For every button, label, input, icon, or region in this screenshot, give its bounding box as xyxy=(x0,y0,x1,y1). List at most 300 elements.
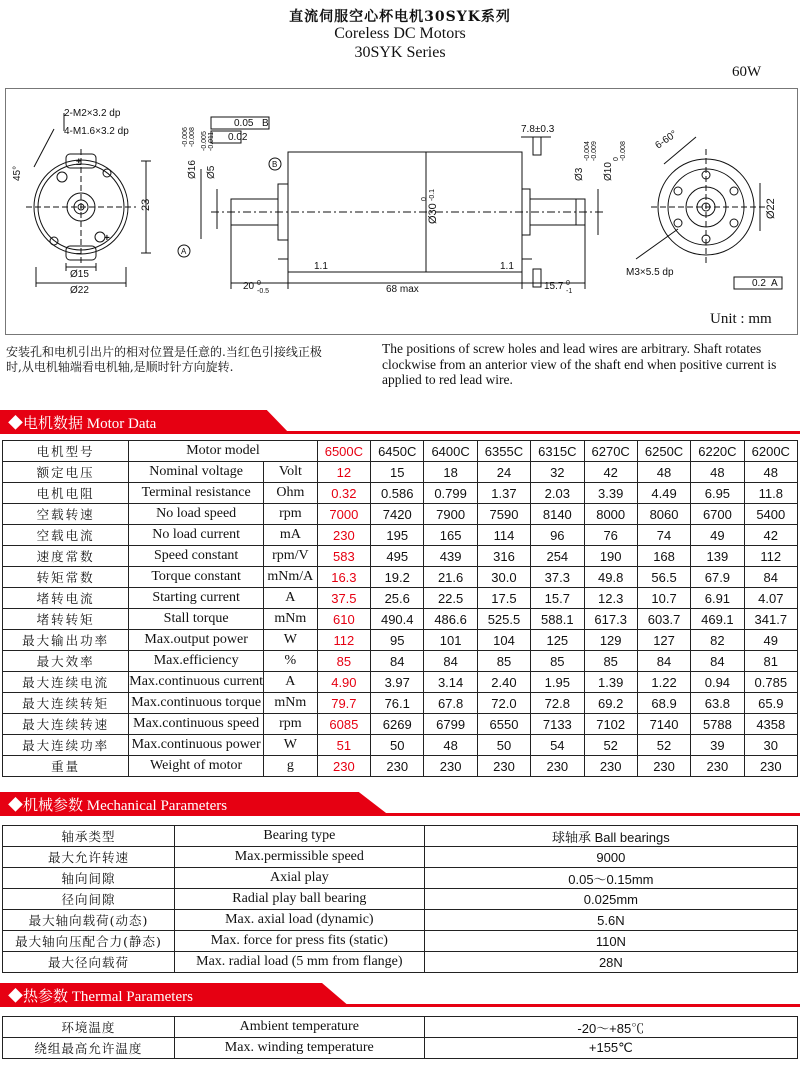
label-d10-tol2: -0.008 xyxy=(620,141,627,161)
label-d22b: Ø22 xyxy=(765,198,777,219)
value-cell: 50 xyxy=(371,735,424,756)
row-unit: mNm xyxy=(264,609,318,630)
value-cell: 22.5 xyxy=(424,588,477,609)
value-cell: 125 xyxy=(531,630,584,651)
row-label-en: Max.permissible speed xyxy=(174,847,424,868)
value-cell: 32 xyxy=(531,462,584,483)
row-unit: mNm/A xyxy=(264,567,318,588)
row-unit: W xyxy=(264,630,318,651)
table-row xyxy=(3,868,798,889)
value-cell: 12.3 xyxy=(584,588,637,609)
value-cell: 230 xyxy=(424,756,477,777)
row-label-en: Max.continuous speed xyxy=(129,714,264,735)
value-cell: 195 xyxy=(371,525,424,546)
row-value: 0.025mm xyxy=(424,889,797,910)
value-cell: 4.49 xyxy=(637,483,690,504)
row-label-cn: 堵转转矩 xyxy=(3,609,129,630)
row-label-en: Axial play xyxy=(174,868,424,889)
row-unit: % xyxy=(264,651,318,672)
value-cell: 84 xyxy=(424,651,477,672)
row-unit: rpm/V xyxy=(264,546,318,567)
table-row xyxy=(3,693,798,714)
value-cell: 583 xyxy=(317,546,370,567)
row-label-en: Ambient temperature xyxy=(174,1017,424,1038)
row-value: 5.6N xyxy=(424,910,797,931)
label-d10-tol1: 0 xyxy=(613,157,620,161)
value-cell: 76 xyxy=(584,525,637,546)
value-cell: 1.39 xyxy=(584,672,637,693)
label-d15-7: 15.7 xyxy=(544,281,564,292)
table-row xyxy=(3,525,798,546)
row-unit: A xyxy=(264,672,318,693)
row-label-en: No load speed xyxy=(129,504,264,525)
value-cell: 230 xyxy=(371,756,424,777)
label-d20: 20 xyxy=(243,281,255,292)
value-cell: 72.8 xyxy=(531,693,584,714)
value-cell: 67.8 xyxy=(424,693,477,714)
model-cell: 6450C xyxy=(371,441,424,462)
label-d30: Ø30 xyxy=(427,203,439,224)
value-cell: 0.785 xyxy=(744,672,797,693)
table-row xyxy=(3,826,798,847)
row-label-cn: 空载转速 xyxy=(3,504,129,525)
label-refB: B xyxy=(262,118,269,129)
value-cell: 84 xyxy=(691,651,744,672)
value-cell: 85 xyxy=(584,651,637,672)
row-label-cn: 堵转电流 xyxy=(3,588,129,609)
table-row xyxy=(3,1017,798,1038)
section-mechanical-label: ◆机械参数 Mechanical Parameters xyxy=(8,798,228,814)
value-cell: 49.8 xyxy=(584,567,637,588)
unit-label: Unit : mm xyxy=(710,311,772,327)
row-label-cn: 最大输出功率 xyxy=(3,630,129,651)
value-cell: 19.2 xyxy=(371,567,424,588)
row-label-en: Max. radial load (5 mm from flange) xyxy=(174,952,424,973)
value-cell: 610 xyxy=(317,609,370,630)
value-cell: 10.7 xyxy=(637,588,690,609)
value-cell: 1.37 xyxy=(477,483,530,504)
value-cell: 7102 xyxy=(584,714,637,735)
value-cell: 96 xyxy=(531,525,584,546)
row-label-en: Terminal resistance xyxy=(129,483,264,504)
value-cell: 104 xyxy=(477,630,530,651)
thermal-table-body xyxy=(3,1017,798,1059)
note-chinese: 安装孔和电机引出片的相对位置是任意的.当红色引接线正极时,从电机轴端看电机轴,是顺时针方向旋转. xyxy=(6,345,322,374)
value-cell: 230 xyxy=(744,756,797,777)
value-cell: 50 xyxy=(477,735,530,756)
value-cell: 65.9 xyxy=(744,693,797,714)
value-cell: 316 xyxy=(477,546,530,567)
value-cell: 4358 xyxy=(744,714,797,735)
value-cell: 42 xyxy=(584,462,637,483)
value-cell: 54 xyxy=(531,735,584,756)
value-cell: 7420 xyxy=(371,504,424,525)
row-label-cn: 最大连续功率 xyxy=(3,735,129,756)
value-cell: 81 xyxy=(744,651,797,672)
row-label-cn: 最大连续电流 xyxy=(3,672,129,693)
label-d30-tol1: 0 xyxy=(421,197,428,201)
model-cell: 6200C xyxy=(744,441,797,462)
value-cell: 165 xyxy=(424,525,477,546)
value-cell: 49 xyxy=(744,630,797,651)
table-row xyxy=(3,651,798,672)
label-d22a: Ø22 xyxy=(70,285,89,296)
value-cell: 85 xyxy=(317,651,370,672)
table-row xyxy=(3,504,798,525)
row-label-cn: 速度常数 xyxy=(3,546,129,567)
value-cell: 84 xyxy=(744,567,797,588)
table-row xyxy=(3,847,798,868)
row-unit: mNm xyxy=(264,693,318,714)
label-refB2: B xyxy=(272,160,278,169)
motor-table-body xyxy=(3,441,798,777)
row-label-en: Max.continuous current xyxy=(129,672,264,693)
label-d1-1b: 1.1 xyxy=(500,261,514,272)
row-label-cn: 环境温度 xyxy=(3,1017,175,1038)
value-cell: 1.22 xyxy=(637,672,690,693)
drawing-svg xyxy=(6,89,797,334)
value-cell: 168 xyxy=(637,546,690,567)
value-cell: 101 xyxy=(424,630,477,651)
section-mechanical xyxy=(0,792,800,816)
row-label-en: Max. force for press fits (static) xyxy=(174,931,424,952)
motor-data-table xyxy=(2,440,798,777)
row-label-en: Radial play ball bearing xyxy=(174,889,424,910)
value-cell: 67.9 xyxy=(691,567,744,588)
value-cell: 68.9 xyxy=(637,693,690,714)
value-cell: 76.1 xyxy=(371,693,424,714)
section-thermal xyxy=(0,983,800,1007)
value-cell: 30.0 xyxy=(477,567,530,588)
table-row xyxy=(3,889,798,910)
row-unit: A xyxy=(264,588,318,609)
value-cell: 48 xyxy=(637,462,690,483)
label-tolPerp: 0.02 xyxy=(228,132,248,143)
value-cell: 2.03 xyxy=(531,483,584,504)
value-cell: 0.32 xyxy=(317,483,370,504)
value-cell: 15.7 xyxy=(531,588,584,609)
row-value: 28N xyxy=(424,952,797,973)
value-cell: 3.14 xyxy=(424,672,477,693)
value-cell: 85 xyxy=(477,651,530,672)
value-cell: 52 xyxy=(637,735,690,756)
power-rating: 60W xyxy=(732,64,762,80)
value-cell: 85 xyxy=(531,651,584,672)
value-cell: 0.94 xyxy=(691,672,744,693)
label-tolPos: 0.2 xyxy=(752,278,766,289)
row-unit: Ohm xyxy=(264,483,318,504)
value-cell: 7000 xyxy=(317,504,370,525)
row-label-cn: 空载电流 xyxy=(3,525,129,546)
label-d5: Ø5 xyxy=(206,165,217,179)
value-cell: 127 xyxy=(637,630,690,651)
value-cell: 129 xyxy=(584,630,637,651)
label-angle660: 6-60° xyxy=(653,128,680,152)
row-value: 110N xyxy=(424,931,797,952)
value-cell: 4.07 xyxy=(744,588,797,609)
label-d15-7-tol2: -1 xyxy=(566,288,573,295)
value-cell: 42 xyxy=(744,525,797,546)
label-plus-sign: + xyxy=(104,233,110,244)
value-cell: 84 xyxy=(637,651,690,672)
value-cell: 5788 xyxy=(691,714,744,735)
label-d3-tol1: -0.004 xyxy=(584,141,591,161)
section-motor-label: ◆电机数据 Motor Data xyxy=(8,416,157,432)
label-d10: Ø10 xyxy=(603,162,614,181)
row-unit: Volt xyxy=(264,462,318,483)
row-label-cn: 额定电压 xyxy=(3,462,129,483)
model-cell: 6270C xyxy=(584,441,637,462)
value-cell: 56.5 xyxy=(637,567,690,588)
label-d20-tol1: 0 xyxy=(257,280,261,287)
value-cell: 341.7 xyxy=(744,609,797,630)
mechanical-table xyxy=(2,825,798,973)
value-cell: 6700 xyxy=(691,504,744,525)
value-cell: 112 xyxy=(317,630,370,651)
table-row xyxy=(3,630,798,651)
value-cell: 112 xyxy=(744,546,797,567)
value-cell: 7590 xyxy=(477,504,530,525)
value-cell: 190 xyxy=(584,546,637,567)
value-cell: 439 xyxy=(424,546,477,567)
row-label-cn: 最大连续转矩 xyxy=(3,693,129,714)
value-cell: 7133 xyxy=(531,714,584,735)
value-cell: 21.6 xyxy=(424,567,477,588)
row-label-en: Speed constant xyxy=(129,546,264,567)
table-row xyxy=(3,952,798,973)
title-english-line1: Coreless DC Motors xyxy=(334,25,466,42)
value-cell: 617.3 xyxy=(584,609,637,630)
table-row xyxy=(3,756,798,777)
value-cell: 72.0 xyxy=(477,693,530,714)
table-row xyxy=(3,462,798,483)
row-value: +155℃ xyxy=(424,1038,797,1059)
model-cell: 6400C xyxy=(424,441,477,462)
value-cell: 6.95 xyxy=(691,483,744,504)
table-row xyxy=(3,588,798,609)
value-cell: 8140 xyxy=(531,504,584,525)
value-cell: 8000 xyxy=(584,504,637,525)
row-label-cn: 最大允许转速 xyxy=(3,847,175,868)
value-cell: 84 xyxy=(371,651,424,672)
value-cell: 6799 xyxy=(424,714,477,735)
value-cell: 12 xyxy=(317,462,370,483)
row-label-cn: 最大轴向压配合力(静态) xyxy=(3,931,175,952)
row-label-cn: 轴向间隙 xyxy=(3,868,175,889)
table-row xyxy=(3,609,798,630)
row-label-en: No load current xyxy=(129,525,264,546)
title-english-line2: 30SYK Series xyxy=(354,44,446,61)
label-d30-tol2: -0.1 xyxy=(429,188,436,201)
value-cell: 230 xyxy=(637,756,690,777)
model-cell: 6250C xyxy=(637,441,690,462)
label-d3-tol2: -0.009 xyxy=(591,141,598,161)
table-row xyxy=(3,1038,798,1059)
row-label-cn: 最大轴向载荷(动态) xyxy=(3,910,175,931)
thermal-table xyxy=(2,1016,798,1059)
value-cell: 230 xyxy=(531,756,584,777)
label-d16-tol1: -0.006 xyxy=(182,127,189,147)
row-label-cn: 最大径向载荷 xyxy=(3,952,175,973)
row-label-en: Max.continuous power xyxy=(129,735,264,756)
value-cell: 49 xyxy=(691,525,744,546)
value-cell: 8060 xyxy=(637,504,690,525)
value-cell: 24 xyxy=(477,462,530,483)
mechanical-table-body xyxy=(3,826,798,973)
value-cell: 469.1 xyxy=(691,609,744,630)
value-cell: 95 xyxy=(371,630,424,651)
value-cell: 230 xyxy=(317,756,370,777)
value-cell: 3.39 xyxy=(584,483,637,504)
table-row xyxy=(3,546,798,567)
label-minus: − xyxy=(76,249,82,260)
table-row xyxy=(3,714,798,735)
value-cell: 139 xyxy=(691,546,744,567)
row-unit: g xyxy=(264,756,318,777)
value-cell: 11.8 xyxy=(744,483,797,504)
value-cell: 495 xyxy=(371,546,424,567)
value-cell: 230 xyxy=(317,525,370,546)
value-cell: 230 xyxy=(477,756,530,777)
value-cell: 15 xyxy=(371,462,424,483)
label-d15-7-tol1: 0 xyxy=(566,280,570,287)
value-cell: 114 xyxy=(477,525,530,546)
value-cell: 3.97 xyxy=(371,672,424,693)
value-cell: 7140 xyxy=(637,714,690,735)
label-d5-tol2: -0.011 xyxy=(208,131,215,151)
row-unit: W xyxy=(264,735,318,756)
table-row xyxy=(3,672,798,693)
value-cell: 25.6 xyxy=(371,588,424,609)
label-d3: Ø3 xyxy=(574,167,585,181)
value-cell: 17.5 xyxy=(477,588,530,609)
row-label-cn: 电机电阻 xyxy=(3,483,129,504)
value-cell: 30 xyxy=(744,735,797,756)
value-cell: 4.90 xyxy=(317,672,370,693)
row-label-cn: 绕组最高允许温度 xyxy=(3,1038,175,1059)
label-d1-1a: 1.1 xyxy=(314,261,328,272)
row-unit: rpm xyxy=(264,504,318,525)
row-label-en: Bearing type xyxy=(174,826,424,847)
row-label-en: Max.output power xyxy=(129,630,264,651)
label-d78: 7.8±0.3 xyxy=(521,124,555,135)
label-tolB: 0.05 xyxy=(234,118,254,129)
row-value: 球轴承 Ball bearings xyxy=(424,826,797,847)
table-row xyxy=(3,910,798,931)
note-english: The positions of screw holes and lead wires are arbitrary. Shaft rotates clockwise from an anterior view of the shaft end when positive current is applied to red lead wire. xyxy=(382,341,777,387)
model-cell: 6500C xyxy=(317,441,370,462)
label-m3: M3×5.5 dp xyxy=(626,267,674,278)
title-chinese: 直流伺服空心杯电机30SYK系列 xyxy=(289,9,511,25)
value-cell: 52 xyxy=(584,735,637,756)
value-cell: 0.799 xyxy=(424,483,477,504)
value-cell: 525.5 xyxy=(477,609,530,630)
section-motor-data xyxy=(0,410,800,434)
row-unit: mA xyxy=(264,525,318,546)
value-cell: 7900 xyxy=(424,504,477,525)
table-row xyxy=(3,735,798,756)
title-english xyxy=(0,24,800,62)
value-cell: 254 xyxy=(531,546,584,567)
value-cell: 74 xyxy=(637,525,690,546)
table-row xyxy=(3,931,798,952)
label-plus: ± xyxy=(76,157,82,168)
row-label-en: Weight of motor xyxy=(129,756,264,777)
value-cell: 48 xyxy=(744,462,797,483)
value-cell: 230 xyxy=(584,756,637,777)
label-d20-tol2: -0.5 xyxy=(257,288,270,295)
table-row xyxy=(3,483,798,504)
label-d15: Ø15 xyxy=(70,269,89,280)
value-cell: 6085 xyxy=(317,714,370,735)
row-label-cn: 重量 xyxy=(3,756,129,777)
value-cell: 0.586 xyxy=(371,483,424,504)
row-label-en: Stall torque xyxy=(129,609,264,630)
section-thermal-label: ◆热参数 Thermal Parameters xyxy=(8,989,193,1005)
value-cell: 6269 xyxy=(371,714,424,735)
row-value: 0.05～0.15mm xyxy=(424,868,797,889)
label-refA2: A xyxy=(771,278,778,289)
row-label-cn: 最大效率 xyxy=(3,651,129,672)
value-cell: 6550 xyxy=(477,714,530,735)
value-cell: 1.95 xyxy=(531,672,584,693)
value-cell: 230 xyxy=(691,756,744,777)
row-label-en: Max. axial load (dynamic) xyxy=(174,910,424,931)
row-label-en: Torque constant xyxy=(129,567,264,588)
row-label-en: Nominal voltage xyxy=(129,462,264,483)
value-cell: 588.1 xyxy=(531,609,584,630)
row-label-en: Max.continuous torque xyxy=(129,693,264,714)
label-d5-tol1: -0.005 xyxy=(201,131,208,151)
value-cell: 37.5 xyxy=(317,588,370,609)
row-label-en: Starting current xyxy=(129,588,264,609)
label-screw2: 4-M1.6×3.2 dp xyxy=(64,126,129,137)
label-dim23: 23 xyxy=(140,198,152,211)
header-en: Motor model xyxy=(129,441,317,462)
value-cell: 5400 xyxy=(744,504,797,525)
value-cell: 48 xyxy=(691,462,744,483)
label-screw1: 2-M2×3.2 dp xyxy=(64,108,121,119)
value-cell: 48 xyxy=(424,735,477,756)
value-cell: 37.3 xyxy=(531,567,584,588)
model-cell: 6220C xyxy=(691,441,744,462)
row-value: 9000 xyxy=(424,847,797,868)
value-cell: 82 xyxy=(691,630,744,651)
label-d16-tol2: -0.008 xyxy=(189,127,196,147)
value-cell: 490.4 xyxy=(371,609,424,630)
row-label-cn: 径向间隙 xyxy=(3,889,175,910)
technical-drawing xyxy=(5,88,798,335)
value-cell: 51 xyxy=(317,735,370,756)
value-cell: 16.3 xyxy=(317,567,370,588)
label-angle45: 45° xyxy=(12,165,23,181)
value-cell: 603.7 xyxy=(637,609,690,630)
motor-header-row xyxy=(3,441,798,462)
row-label-cn: 轴承类型 xyxy=(3,826,175,847)
row-label-cn: 最大连续转速 xyxy=(3,714,129,735)
value-cell: 486.6 xyxy=(424,609,477,630)
row-label-en: Max.efficiency xyxy=(129,651,264,672)
row-label-en: Max. winding temperature xyxy=(174,1038,424,1059)
value-cell: 63.8 xyxy=(691,693,744,714)
value-cell: 2.40 xyxy=(477,672,530,693)
value-cell: 79.7 xyxy=(317,693,370,714)
label-d68: 68 max xyxy=(386,284,419,295)
label-refA: A xyxy=(181,247,187,256)
model-cell: 6355C xyxy=(477,441,530,462)
header-cn: 电机型号 xyxy=(3,441,129,462)
row-value: -20～+85℃ xyxy=(424,1017,797,1038)
